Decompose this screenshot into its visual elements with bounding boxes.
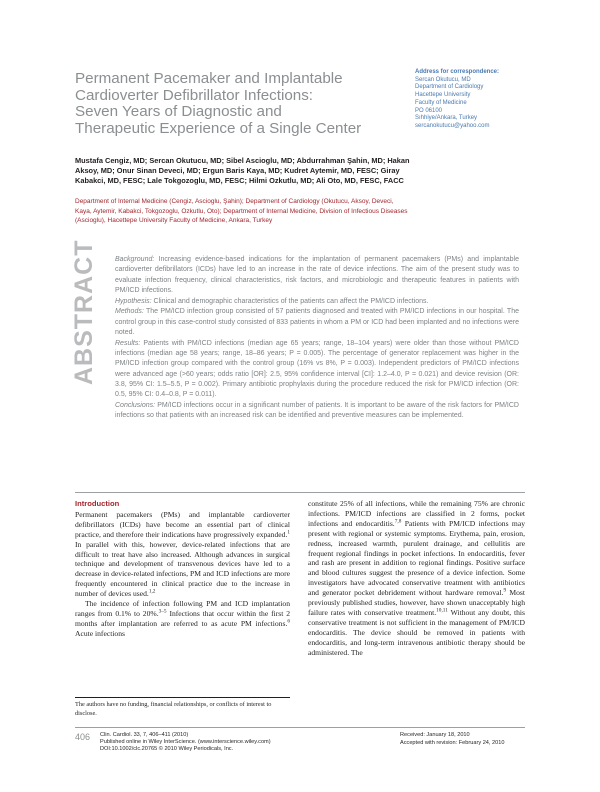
accepted-date: Accepted with revision: February 24, 2010 — [400, 739, 505, 746]
section-label: Methods: — [115, 308, 144, 316]
journal-line[interactable]: Published online in Wiley InterScience. (www.interscience.wiley.com) — [100, 739, 271, 746]
funding-note: The authors have no funding, financial relationships, or conflicts of interest to disclose. — [75, 701, 272, 717]
body-paragraph: The incidence of infection following PM and ICD implantation ranges from 0.1% to 20%.$^{3-5}$ Infections that occur within the first 2 months after implantation are referred to as acute PM infections.$^6$ Acute infections — [75, 599, 290, 638]
correspondence-line: PO 06100 — [415, 107, 443, 114]
author-list: Mustafa Cengiz, MD; Sercan Okutucu, MD; Sibel Ascioglu, MD; Abdurrahman Şahin, MD; Hakan Aksoy, MD; Onur Sinan Deveci, MD; Ergun Baris Kaya, MD; Kudret Aytemir, MD, FESC; Giray Kabakci, MD, FESC; Lale Tokgozoglu, MD, FESC; Hilmi Ozkutlu, MD; Ali Oto, MD, FESC, FACC — [75, 156, 410, 186]
section-label: Results: — [115, 339, 141, 347]
citation[interactable]: 3–5 — [158, 608, 167, 615]
abstract-background — [115, 255, 519, 296]
correspondence-line: Hacettepe University — [415, 92, 471, 99]
article-dates — [400, 732, 504, 747]
article-title — [75, 71, 380, 137]
correspondence-line: Sercan Okutucu, MD — [415, 76, 471, 83]
citation[interactable]: 10,11 — [436, 607, 448, 614]
section-text: Increasing evidence-based indications for the implantation of permanent pacemakers (PMs) and implantable cardioverter defibrillators (ICDs) have led to an increase in the rate of device infections. The aim of the present study was to evaluate infection frequency, clinical characteristics, risk factors, and microbiologic and therapeutic features in patients with PM/ICD infections. — [115, 256, 520, 294]
title-line: Cardioverter Defibrillator Infections: — [75, 86, 314, 104]
correspondence-block — [415, 69, 535, 131]
body-paragraph: constitute 25% of all infections, while the remaining 75% are chronic infections. PM/ICD infections are classified in 2 forms, pocket infections and endocarditis.$^{7,8}$ Patients with PM/ICD infections may present with regional or systemic symptoms. Erythema, pain, erosion, redness, increased warmth, purulent drainage, and cellulitis are frequent regional findings in pocket infections. In endocarditis, fever and rash are present in addition to regional findings. Positive surface and blood cultures suggest the presence of a device infection. Some investigators have advocated conservative treatment with antibiotics and generator pocket debridement without hardware removal.$^9$ Most previously published studies, however, have shown unacceptably high failure rates with conservative treatment.$^{10,11}$ Without any doubt, this conservative treatment is not sufficient in the management of PM/ICD endocarditis. The device should be removed in patients with endocarditis, and long-term intravenous antibiotic therapy should be administered. The — [308, 499, 525, 657]
title-line: Permanent Pacemaker and Implantable — [75, 70, 343, 87]
section-text: PM/ICD infections occur in a significant number of patients. It is important to be aware of the risk factors for PM/ICD infections so that patients with an increased risk can be identified and preventive measures can be implemented. — [115, 402, 519, 420]
received-date: Received: January 18, 2010 — [400, 732, 470, 738]
title-line: Seven Years of Diagnostic and — [75, 103, 282, 121]
section-label: Conclusions: — [115, 402, 156, 410]
section-text: Clinical and demographic characteristics of the patients can affect the PM/ICD infections. — [153, 297, 429, 305]
footnote-rule — [75, 697, 290, 698]
journal-line: Clin. Cardiol. 33, 7, 406–411 (2010) — [100, 732, 189, 738]
section-text: Patients with PM/ICD infections (median age 65 years; range, 18–104 years) were older than those without PM/ICD infections (median age 58 years; range, 18–86 years; P = 0.005). The percentage of generator replacement was higher in the PM/ICD infection group compared with the control group (16% vs 8%, P = 0.003). Independent predictors of PM/ICD infections were advanced age (>60 years; odds ratio [OR]: 2.5, 95% confidence interval [CI]: 1.2–4.0, P = 0.021) and device revision (OR: 3.8, 95% CI: 1.5–5.5, P = 0.002). Primary antibiotic prophylaxis during the procedure reduced the risk for PM/ICD infection (OR: 0.5, 95% CI: 0.4–0.8, P = 0.011). — [115, 339, 519, 399]
citation[interactable]: 1 — [287, 529, 290, 536]
citation[interactable]: 7,8 — [394, 518, 402, 525]
correspondence-line: Faculty of Medicine — [415, 99, 467, 106]
body-paragraph: Permanent pacemakers (PMs) and implantable cardioverter defibrillators (ICDs) have become an essential part of clinical practice, and therefore their indications have progressively expanded.$^1$ In parallel with this, however, device-related infections that are difficult to treat have also increased. Although advances in surgical technique and development of transvenous devices have led to a decrease in device-related infections, PM and ICD infections are more frequently encountered in clinical practice due to the increase in number of devices used.$^{1,2}$ — [75, 509, 290, 599]
page-number: 406 — [75, 732, 91, 742]
section-label: Background: — [115, 256, 155, 263]
abstract-body — [115, 255, 519, 422]
correspondence-line: Sıhhiye/Ankara, Turkey — [415, 115, 478, 122]
introduction-heading: Introduction — [75, 499, 120, 508]
citation[interactable]: 1,2 — [148, 588, 156, 595]
journal-line: DOI:10.1002/clc.20765 © 2010 Wiley Periodicals, Inc. — [100, 746, 234, 753]
correspondence-heading: Address for correspondence: — [415, 69, 500, 75]
section-divider — [75, 492, 525, 493]
footer-rule — [75, 727, 525, 728]
abstract-results — [115, 339, 519, 401]
abstract-methods — [115, 307, 519, 338]
journal-info — [100, 732, 271, 754]
affiliation: Department of Internal Medicine (Cengiz, Ascioglu, Şahin); Department of Cardiology (Okutucu, Aksoy, Deveci, Kaya, Aytemir, Kabakci, Tokgozoglu, Ozkutlu, Oto); Department of Internal Medicine, Division of Infectious Diseases (Ascioglu), Hacettepe University Faculty of Medicine, Ankara, Turkey — [75, 198, 408, 225]
citation[interactable]: 6 — [287, 618, 290, 625]
abstract-label: ABSTRACT — [70, 239, 98, 385]
title-line: Therapeutic Experience of a Single Center — [75, 119, 362, 137]
correspondence-email[interactable]: sercanokutucu@yahoo.com — [415, 122, 490, 129]
citation[interactable]: 9 — [503, 587, 507, 594]
section-text: The PM/ICD infection group consisted of 57 patients diagnosed and treated with PM/ICD infections in our hospital. The control group in this case-control study consisted of 833 patients in whom a PM or ICD had been implanted and no infections were noted. — [115, 308, 519, 337]
abstract-conclusions — [115, 401, 519, 422]
correspondence-line: Department of Cardiology — [415, 84, 484, 91]
section-label: Hypothesis: — [115, 297, 152, 305]
abstract-hypothesis — [115, 297, 519, 307]
body-column-left — [75, 499, 290, 639]
body-column-right — [308, 499, 525, 658]
